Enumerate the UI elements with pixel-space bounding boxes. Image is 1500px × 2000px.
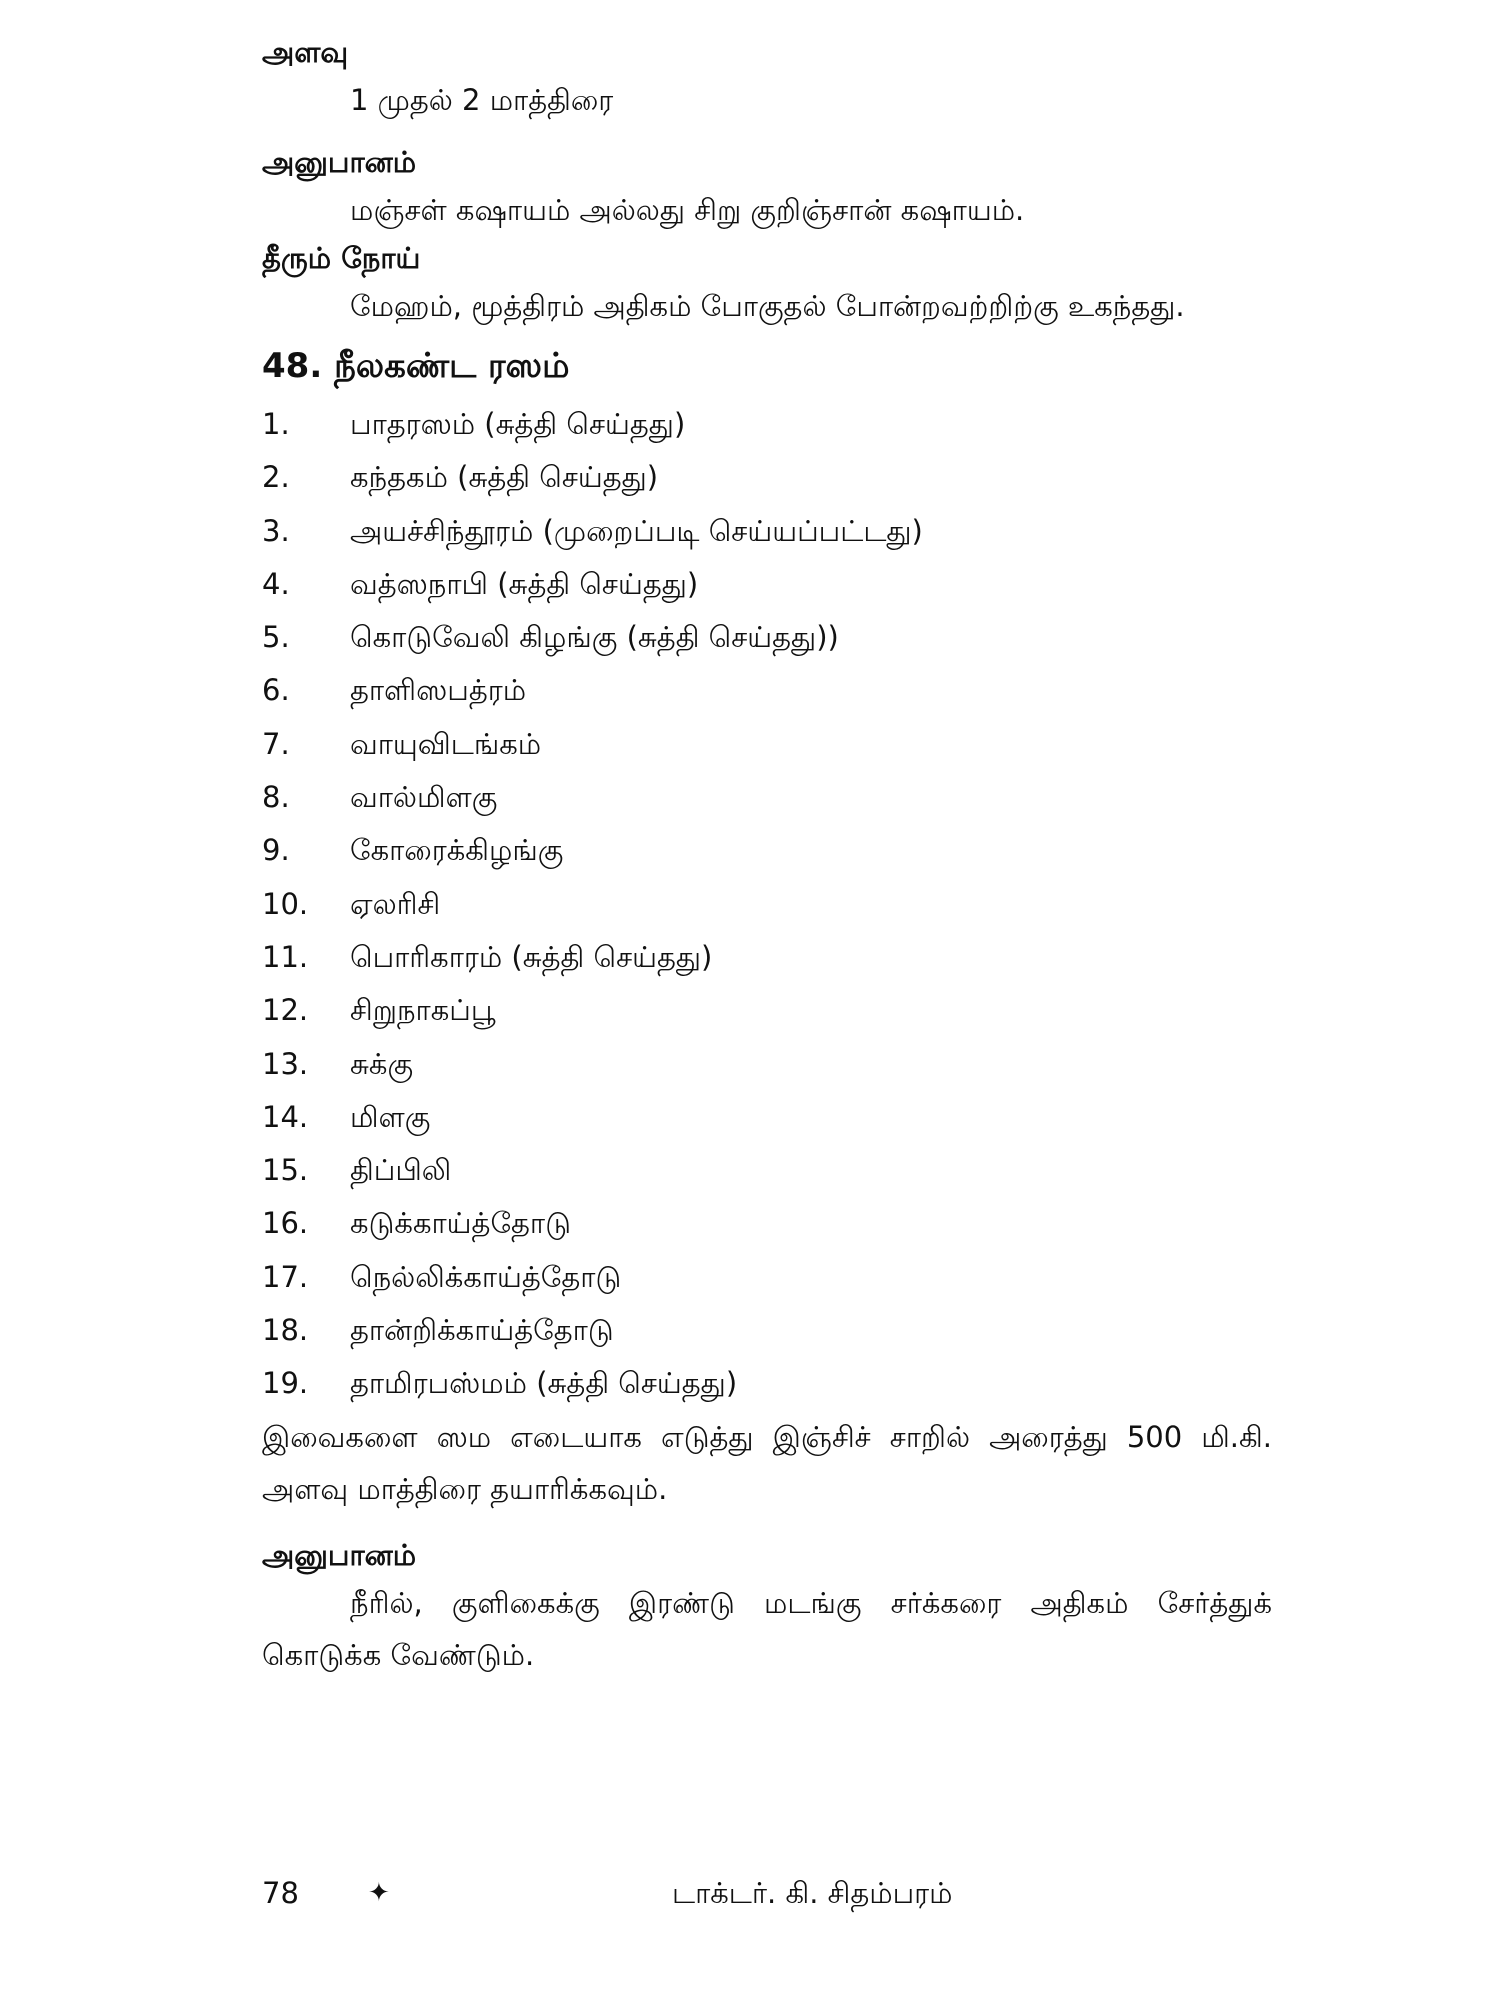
item-number: 7. [262, 726, 290, 761]
page-body [262, 30, 1272, 1681]
cures-heading: தீரும் நோய் [262, 241, 421, 275]
item-text: தாளிஸபத்ரம் [350, 673, 527, 708]
item-text: வத்ஸநாபி (சுத்தி செய்தது) [350, 566, 699, 601]
item-text: வால்மிளகு [350, 780, 498, 815]
item-text: திப்பிலி [350, 1153, 452, 1188]
list-item [262, 1304, 1272, 1357]
list-item [262, 1251, 1272, 1304]
list-item [262, 1038, 1272, 1091]
list-item [262, 664, 1272, 717]
list-item [262, 398, 1272, 451]
section-title: 48. நீலகண்ட ரஸம் [262, 346, 570, 386]
item-text: தாமிரபஸ்மம் (சுத்தி செய்தது) [350, 1366, 738, 1401]
list-item [262, 824, 1272, 877]
page-number: 78 [262, 1876, 299, 1910]
item-number: 17. [262, 1259, 309, 1294]
item-number: 14. [262, 1099, 309, 1134]
list-item [262, 931, 1272, 984]
item-number: 5. [262, 620, 290, 655]
item-text: ஏலரிசி [350, 886, 441, 921]
item-number: 4. [262, 566, 290, 601]
list-item [262, 878, 1272, 931]
item-text: சிறுநாகப்பூ [350, 993, 496, 1028]
item-text: சுக்கு [350, 1046, 414, 1081]
item-number: 2. [262, 460, 290, 495]
cures-text: மேஹம், மூத்திரம் அதிகம் போகுதல் போன்றவற்றிற்கு உகந்தது. [350, 289, 1185, 323]
author-name: டாக்டர். கி. சிதம்பரம் [672, 1876, 953, 1910]
anupanam-heading: அனுபானம் [262, 145, 417, 179]
item-number: 8. [262, 780, 290, 815]
list-item [262, 1091, 1272, 1144]
list-item [262, 771, 1272, 824]
item-text: கோரைக்கிழங்கு [350, 833, 564, 868]
item-number: 11. [262, 939, 309, 974]
item-text: கடுக்காய்த்தோடு [350, 1206, 571, 1241]
item-text: கொடுவேலி கிழங்கு (சுத்தி செய்தது)) [350, 620, 839, 655]
item-number: 1. [262, 407, 290, 441]
item-number: 15. [262, 1153, 309, 1188]
item-number: 6. [262, 673, 290, 708]
item-text: அயச்சிந்தூரம் (முறைப்படி செய்யப்பட்டது) [350, 513, 923, 548]
item-number: 13. [262, 1046, 309, 1081]
list-item [262, 505, 1272, 558]
anupanam-text-2: நீரில், குளிகைக்கு இரண்டு மடங்கு சர்க்கரை அதிகம் சேர்த்துக் கொடுக்க வேண்டும். [262, 1585, 1272, 1672]
dose-heading: அளவு [262, 35, 349, 69]
list-item [262, 1144, 1272, 1197]
list-item [262, 558, 1272, 611]
list-item [262, 611, 1272, 664]
item-number: 3. [262, 513, 290, 548]
item-text: பொரிகாரம் (சுத்தி செய்தது) [350, 939, 713, 974]
list-item [262, 1197, 1272, 1250]
anupanam-text: மஞ்சள் கஷாயம் அல்லது சிறு குறிஞ்சான் கஷாயம். [350, 193, 1025, 227]
item-text: நெல்லிக்காய்த்தோடு [350, 1259, 622, 1294]
method-text: இவைகளை ஸம எடையாக எடுத்து இஞ்சிச் சாறில் அரைத்து 500 மி.கி. அளவு மாத்திரை தயாரிக்கவும். [262, 1419, 1272, 1506]
item-text: தான்றிக்காய்த்தோடு [350, 1313, 614, 1348]
item-number: 10. [262, 886, 309, 921]
item-text: மிளகு [350, 1099, 431, 1134]
anupanam-heading-2: அனுபானம் [262, 1537, 417, 1572]
item-number: 16. [262, 1206, 309, 1241]
list-item [262, 451, 1272, 504]
item-text: வாயுவிடங்கம் [350, 726, 542, 761]
list-item [262, 718, 1272, 771]
item-text: கந்தகம் (சுத்தி செய்தது) [350, 460, 659, 495]
item-number: 9. [262, 833, 290, 868]
item-number: 19. [262, 1366, 309, 1401]
list-item [262, 1357, 1272, 1410]
item-text: பாதரஸம் (சுத்தி செய்தது) [350, 407, 686, 441]
page-footer [262, 1868, 1272, 1918]
dose-text: 1 முதல் 2 மாத்திரை [350, 83, 614, 117]
item-number: 18. [262, 1313, 309, 1348]
item-number: 12. [262, 993, 309, 1028]
list-item [262, 984, 1272, 1037]
ingredient-list [262, 398, 1272, 1411]
ornament-icon: ✦ [368, 1878, 390, 1908]
